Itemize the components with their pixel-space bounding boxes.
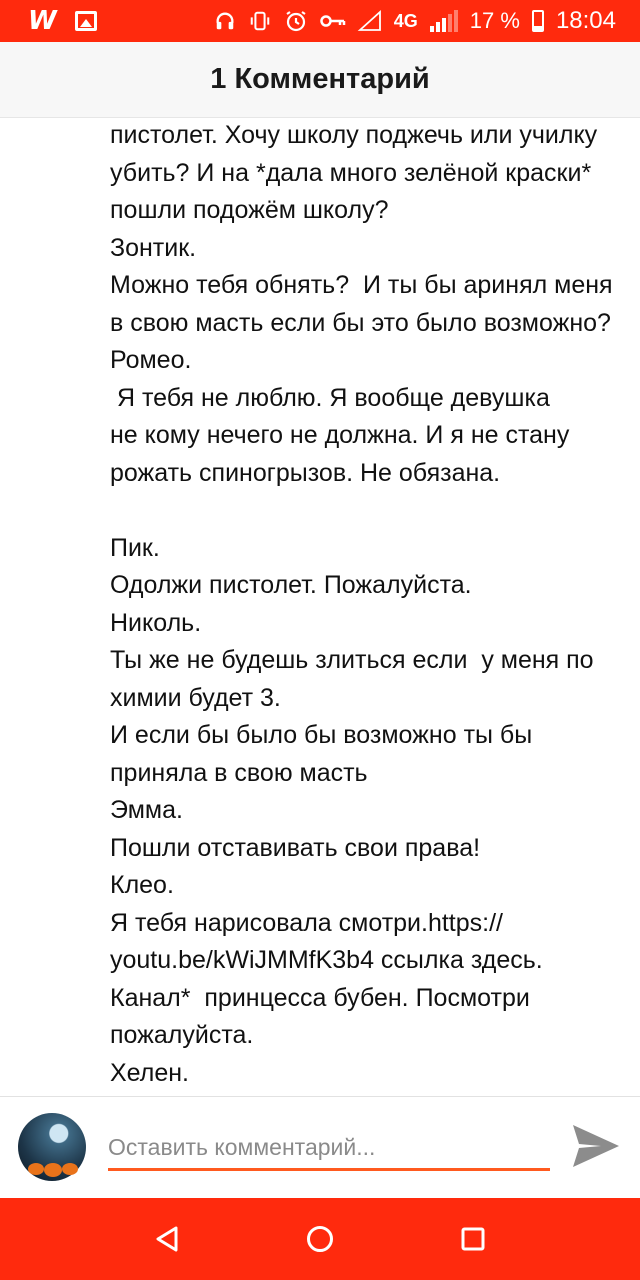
comment-scroll-area[interactable] [0, 118, 640, 1096]
image-icon [75, 11, 97, 31]
battery-percent: 17 % [469, 8, 520, 33]
recents-icon [460, 1226, 486, 1252]
avatar[interactable] [18, 1113, 86, 1181]
battery-icon [532, 10, 544, 32]
home-icon [305, 1224, 335, 1254]
header [0, 42, 640, 118]
comment-input-bar [0, 1096, 640, 1198]
back-button[interactable] [137, 1209, 197, 1269]
home-button[interactable] [290, 1209, 350, 1269]
key-icon [320, 11, 346, 31]
pumpkin-decoration [44, 1163, 62, 1177]
status-bar [0, 0, 640, 42]
wattpad-icon: W [28, 6, 55, 36]
signal-icon [430, 10, 458, 32]
status-right [214, 7, 616, 35]
network-label: 4G [393, 11, 418, 31]
vibrate-icon [248, 10, 272, 32]
no-sim-signal-icon [358, 10, 382, 32]
comment-body: пистолет. Хочу школу поджечь или училку убить? И на *дала много зелёной краски* пошли подожём школу? Зонтик. Можно тебя обнять? И ты бы аринял меня в свою масть если бы это было возможно? Ромео. Я тебя не люблю. Я вообще девушка не кому нечего не должна. И я не стану рожать спиногрызов. Не обязана. Пик. Одолжи пистолет. Пожалуйста. Николь. Ты же не будешь злиться если у меня по химии будет 3. И если бы было бы возможно ты бы приняла в свою масть Эмма. Пошли отставивать свои права! Клео. Я тебя нарисовала смотри.https:// youtu.be/kWiJMMfK3b4 ссылка здесь. Канал* принцесса бубен. Посмотри пожалуйста. Хелен. [110, 121, 613, 1087]
navigation-bar [0, 1198, 640, 1280]
pumpkin-decoration [28, 1163, 44, 1175]
comment-input[interactable] [108, 1127, 550, 1171]
recents-button[interactable] [443, 1209, 503, 1269]
send-icon [571, 1123, 621, 1169]
pumpkin-decoration [62, 1163, 78, 1175]
headphones-icon [214, 10, 236, 32]
status-left [28, 6, 97, 36]
send-button[interactable] [566, 1119, 626, 1173]
clock: 18:04 [555, 7, 616, 34]
alarm-icon [284, 9, 308, 33]
page-title: 1 Комментарий [210, 63, 430, 95]
back-icon [154, 1225, 180, 1253]
